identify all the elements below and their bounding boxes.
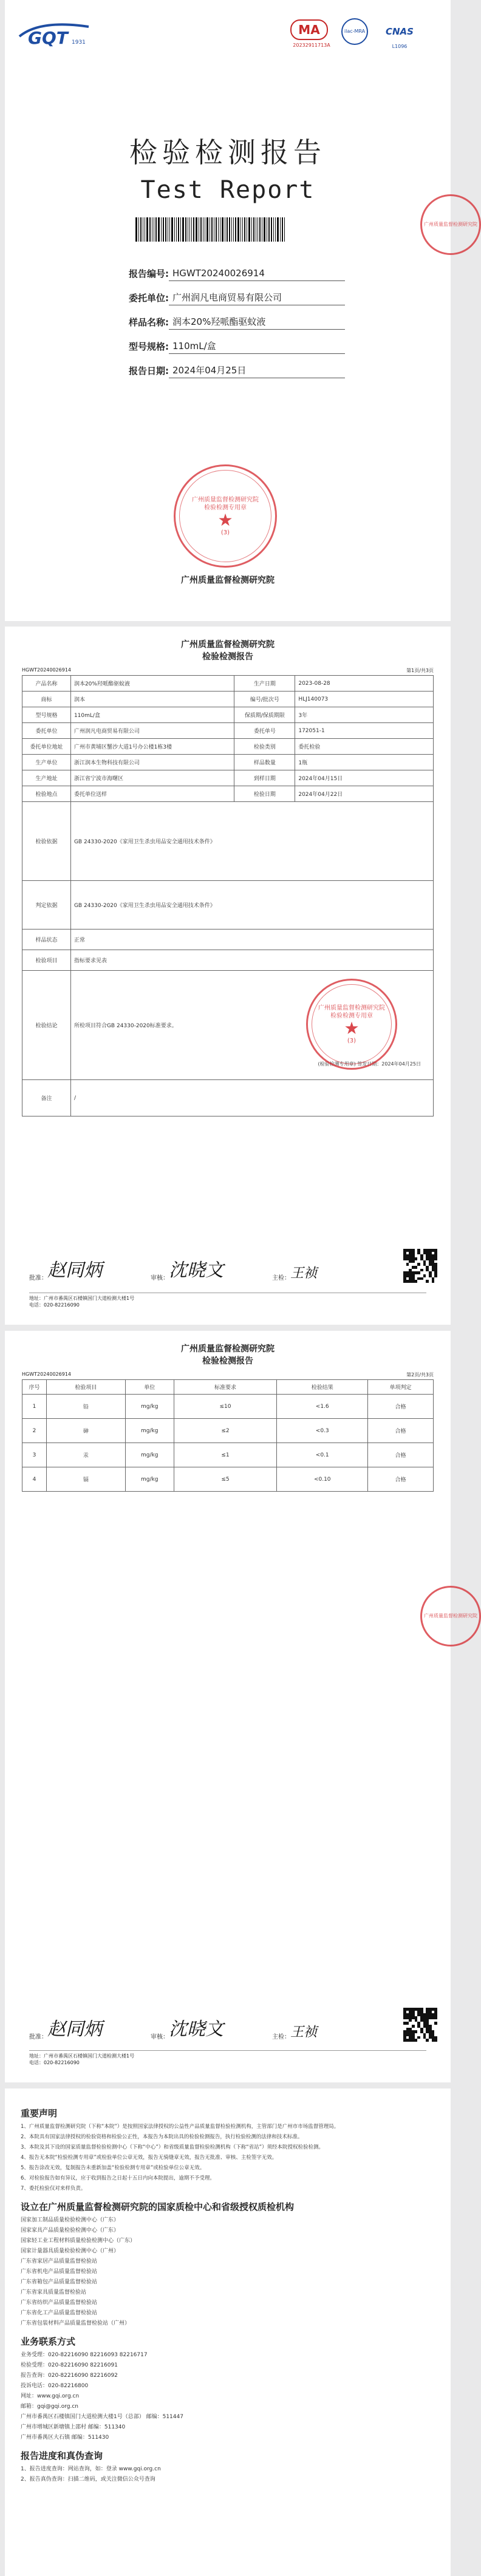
conclusion-label: 检验结论 (22, 971, 71, 1080)
contact-item: 广州市番禺区大石镇 邮编：511430 (21, 2435, 109, 2441)
conclusion-sign: (检验检测专用章) 签发日期：2024年04月25日 (318, 1061, 421, 1067)
center-item: 国家家具产品质量检验检测中心（广东） (21, 2228, 120, 2234)
items-value: 指标要求见表 (70, 950, 433, 971)
logo-text: GQT (28, 28, 68, 48)
conclusion-text: 所检项目符合GB 24330-2020标准要求。 (73, 1023, 177, 1029)
report-number: HGWT20240026914 (22, 667, 71, 673)
report-number: HGWT20240026914 (22, 1371, 71, 1377)
table-cell: mg/kg (125, 1419, 174, 1443)
center-item: 广东省家居产品质量监督检验站 (21, 2258, 98, 2265)
info-label: 生产日期 (234, 676, 295, 692)
info-value: 浙江润本生物科技有限公司 (70, 755, 234, 770)
info-label: 编号/批次号 (234, 692, 295, 707)
info-value: 润本20%羟哌酯驱蚊液 (70, 676, 234, 692)
remark-label: 备注 (22, 1080, 71, 1116)
remark-value: / (70, 1080, 433, 1116)
reviewer-signature: 沈晓文 (169, 1260, 223, 1281)
notice-section (21, 2101, 435, 2485)
inspector-label: 主检： (272, 2034, 290, 2041)
test-seal: 广州质量监督检测研究院 检验检测专用章 ★ (3) (306, 979, 397, 1070)
table-row (22, 1467, 434, 1492)
table-cell: <0.10 (277, 1467, 368, 1492)
notice-title: 重要声明 (21, 2108, 58, 2119)
center-item: 国家加工制品质量检验检测中心（广东） (21, 2217, 120, 2223)
info-row (22, 786, 434, 802)
info-label: 样品数量 (234, 755, 295, 770)
footer (29, 1293, 426, 1308)
contact-item: 网址：www.gqi.org.cn (21, 2393, 80, 2399)
state-value: 正常 (70, 929, 433, 950)
basis-label: 检验依据 (22, 802, 71, 881)
table-cell: ≤5 (174, 1467, 277, 1492)
info-value: 3年 (295, 707, 434, 723)
info-value: 广州市黄埔区蟹沙大道1号办公楼1栋3楼 (70, 739, 234, 755)
report-page-2 (5, 1331, 477, 2082)
info-value: 1瓶 (295, 755, 434, 770)
footer-phone: 电话：020-82216090 (29, 1302, 80, 1308)
footer-address: 地址：广州市番禺区石楼镇国门大道检测大楼1号 (29, 2053, 135, 2059)
info-value: HLJ140073 (295, 692, 434, 707)
center-item: 广东省化工产品质量监督检验站 (21, 2310, 98, 2316)
contact-item: 广州市增城区新塘镇上邵村 邮编：511340 (21, 2424, 126, 2430)
notice-item: 1、广州质量监督检测研究院（下称“本院”）是按照国家法律授权的公益性产品质量监督检验检测机构，主管部门是广州市市场监督管理局。 (21, 2124, 339, 2130)
info-label: 到样日期 (234, 770, 295, 786)
seal-star-icon: ★ (217, 509, 233, 530)
org-name: 广州质量监督检测研究院 (181, 576, 275, 585)
table-cell: <0.3 (277, 1419, 368, 1443)
table-cell: mg/kg (125, 1467, 174, 1492)
cert-marks (290, 17, 442, 59)
table-cell: 合格 (368, 1467, 434, 1492)
column-header: 检验结果 (277, 1380, 368, 1395)
page-number: 第1页/共3页 (406, 668, 434, 673)
field-report-date: 报告日期: 2024年04月25日 (96, 358, 345, 382)
cnas-mark-icon: CNAS (386, 26, 414, 37)
info-label: 委托单号 (234, 723, 295, 739)
cover-fields (96, 261, 345, 382)
info-value: 110mL/盒 (70, 707, 234, 723)
cma-mark-icon: MA (290, 19, 328, 40)
basis-value: GB 24330-2020《家用卫生杀虫用品安全通用技术条件》 (70, 802, 433, 881)
info-value: 2024年04月15日 (295, 770, 434, 786)
approver-label: 批准： (29, 2034, 47, 2041)
contact-item: 业务受理：020-82216090 82216093 82216717 (21, 2352, 148, 2358)
column-header: 检验项目 (46, 1380, 125, 1395)
results-table (22, 1379, 434, 1492)
center-item: 广东省包装材料产品质量监督检验站（广州） (21, 2320, 131, 2326)
contact-title: 业务联系方式 (21, 2336, 76, 2347)
info-row (22, 770, 434, 786)
reviewer-signature: 沈晓文 (169, 2019, 223, 2040)
info-label: 检验类别 (234, 739, 295, 755)
approver-signature: 赵同炳 (47, 2019, 102, 2040)
contact-item: 投诉电话：020-82216800 (21, 2383, 89, 2389)
signature-row (29, 1255, 418, 1282)
info-value: 润本 (70, 692, 234, 707)
table-cell: ≤10 (174, 1395, 277, 1419)
reviewer-label: 审核： (151, 2034, 169, 2041)
contact-item: 报告查询：020-82216090 82216092 (21, 2373, 118, 2379)
page-title: 检验检测报告 (202, 652, 253, 662)
report-title-cn: 检验检测报告 (129, 136, 326, 169)
table-cell: 汞 (46, 1443, 125, 1467)
notice-item: 2、本院具有国家法律授权的检验资格和检验公正性，本报告为本院出具的检验检测报告，执行检验检测的法律和技术标准。 (21, 2134, 303, 2140)
contact-item: 检验受理：020-82216090 82216091 (21, 2362, 118, 2368)
page-org: 广州质量监督检测研究院 (181, 640, 275, 650)
state-label: 样品状态 (22, 929, 71, 950)
table-row (22, 1419, 434, 1443)
table-cell: 砷 (46, 1419, 125, 1443)
signature-row (29, 2014, 418, 2041)
logo-sub: 1931 (72, 39, 86, 46)
cert-number: 20232911713A (293, 42, 330, 48)
table-cell: <0.1 (277, 1443, 368, 1467)
info-value: 委托检验 (295, 739, 434, 755)
inspector-label: 主检： (272, 1275, 290, 1282)
column-header: 单位 (125, 1380, 174, 1395)
table-cell: 镉 (46, 1467, 125, 1492)
page-header (5, 639, 451, 663)
notice-page (5, 2088, 451, 2576)
judge-label: 判定依据 (22, 881, 71, 929)
report-title-en: Test Report (140, 176, 315, 204)
page-number: 第2页/共3页 (406, 1372, 434, 1378)
info-row (22, 676, 434, 692)
column-header: 单项判定 (368, 1380, 434, 1395)
info-value: 2024年04月22日 (295, 786, 434, 802)
gqt-logo (16, 18, 107, 49)
footer (29, 2050, 426, 2066)
query-item: 1、报告进度查询：网站查询，如：登录 www.gqi.org.cn (21, 2466, 161, 2472)
items-label: 检验项目 (22, 950, 71, 971)
info-row (22, 707, 434, 723)
info-value: 广州润凡电商贸易有限公司 (70, 723, 234, 739)
center-item: 广东省家具质量监督检验站 (21, 2289, 87, 2296)
judge-value: GB 24330-2020《家用卫生杀虫用品安全通用技术条件》 (70, 881, 433, 929)
qr-code-icon[interactable] (403, 1249, 437, 1283)
table-row (22, 1443, 434, 1467)
info-value: 172051-1 (295, 723, 434, 739)
contact-item: 邮箱：gqi@gqi.org.cn (21, 2404, 78, 2410)
field-sample-name: 样品名称: 润本20%羟哌酯驱蚊液 (96, 310, 345, 334)
table-cell: ≤1 (174, 1443, 277, 1467)
table-cell: 合格 (368, 1419, 434, 1443)
page-title: 检验检测报告 (202, 1356, 253, 1366)
cnas-number: L1096 (392, 44, 408, 49)
official-seal: 广州质量监督检测研究院 检验检测专用章 ★ (3) (174, 464, 277, 568)
center-item: 广东省纺织产品质量监督检验站 (21, 2300, 98, 2306)
notice-item: 6、对检验报告如有异议，应于收到报告之日起十五日内向本院提出，逾期不予受理。 (21, 2175, 215, 2181)
perforation-seal: 广州质量监督检测研究院 (420, 194, 481, 255)
info-label: 委托单位地址 (22, 739, 71, 755)
notice-item: 5、报告涂改无效，复制报告未重新加盖“检验检测专用章”或检验单位公章无效。 (21, 2165, 205, 2171)
table-cell: 4 (22, 1467, 47, 1492)
center-item: 国家轻工业工程材料质量检验检测中心（广东） (21, 2238, 136, 2244)
table-cell: 1 (22, 1395, 47, 1419)
center-item: 广东省机电产品质量监督检验站 (21, 2269, 98, 2275)
table-cell: 铅 (46, 1395, 125, 1419)
barcode (135, 217, 286, 242)
info-label: 商标 (22, 692, 71, 707)
inspector-signature: 王祯 (290, 1266, 318, 1281)
table-cell: 3 (22, 1443, 47, 1467)
approver-signature: 赵同炳 (47, 1260, 102, 1281)
info-label: 保质期/保质期限 (234, 707, 295, 723)
info-row (22, 692, 434, 707)
info-value: 浙江省宁波市海曙区 (70, 770, 234, 786)
notice-item: 4、报告无本院“检验检测专用章”或检验单位公章无效，报告无骑缝章无效，报告无批准、审核、主检签字无效。 (21, 2155, 278, 2161)
table-cell: 合格 (368, 1395, 434, 1419)
info-value: 委托单位送样 (70, 786, 234, 802)
info-label: 产品名称 (22, 676, 71, 692)
notice-item: 7、委托检验仅对来样负责。 (21, 2186, 86, 2192)
table-cell: mg/kg (125, 1395, 174, 1419)
field-client: 委托单位: 广州润凡电商贸易有限公司 (96, 285, 345, 310)
center-item: 国家计量器具质量检验检测中心（广州） (21, 2248, 120, 2254)
table-cell: mg/kg (125, 1443, 174, 1467)
info-label: 检验日期 (234, 786, 295, 802)
footer-phone: 电话：020-82216090 (29, 2060, 80, 2065)
contact-item: 广州市番禺区石楼镇国门大道检测大楼1号（总部） 邮编：511447 (21, 2414, 183, 2420)
table-cell: ≤2 (174, 1419, 277, 1443)
centers-title: 设立在广州质量监督检测研究院的国家质检中心和省级授权质检机构 (21, 2201, 295, 2212)
seal-star-icon: ★ (344, 1018, 360, 1038)
info-row (22, 739, 434, 755)
info-label: 生产单位 (22, 755, 71, 770)
reviewer-label: 审核： (151, 1275, 169, 1282)
query-title: 报告进度和真伪查询 (21, 2450, 103, 2461)
center-item: 广东省箱包产品质量监督检验站 (21, 2279, 98, 2285)
qr-code-icon[interactable] (403, 2008, 437, 2042)
info-label: 检验地点 (22, 786, 71, 802)
page-header (5, 1343, 451, 1367)
notice-item: 3、本院及其下设的国家质量监督检验检测中心（下称“中心”）和省级质量监督检验检测机构（下称“省站”）须经本院授权检验检测。 (21, 2144, 324, 2150)
column-header: 序号 (22, 1380, 47, 1395)
info-label: 生产地址 (22, 770, 71, 786)
approver-label: 批准： (29, 1275, 47, 1282)
table-row (22, 1395, 434, 1419)
field-report-no: 报告编号: HGWT20240026914 (96, 261, 345, 285)
perforation-seal: 广州质量监督检测研究院 (420, 1586, 481, 1647)
page-org: 广州质量监督检测研究院 (181, 1344, 275, 1354)
footer-address: 地址：广州市番禺区石楼镇国门大道检测大楼1号 (29, 1296, 135, 1301)
info-row (22, 755, 434, 770)
table-cell: 合格 (368, 1443, 434, 1467)
table-cell: <1.6 (277, 1395, 368, 1419)
field-model: 型号规格: 110mL/盒 (96, 334, 345, 358)
report-page-1 (5, 627, 451, 1325)
info-row (22, 723, 434, 739)
info-value: 2023-08-28 (295, 676, 434, 692)
inspector-signature: 王祯 (290, 2025, 318, 2040)
cover-page (5, 0, 477, 621)
column-header: 标准要求 (174, 1380, 277, 1395)
table-cell: 2 (22, 1419, 47, 1443)
ilac-mra-mark-icon: ilac-MRA (341, 18, 368, 45)
query-item: 2、报告真伪查询：扫描二维码，或关注微信公众号查询 (21, 2476, 155, 2483)
info-label: 委托单位 (22, 723, 71, 739)
info-label: 型号规格 (22, 707, 71, 723)
